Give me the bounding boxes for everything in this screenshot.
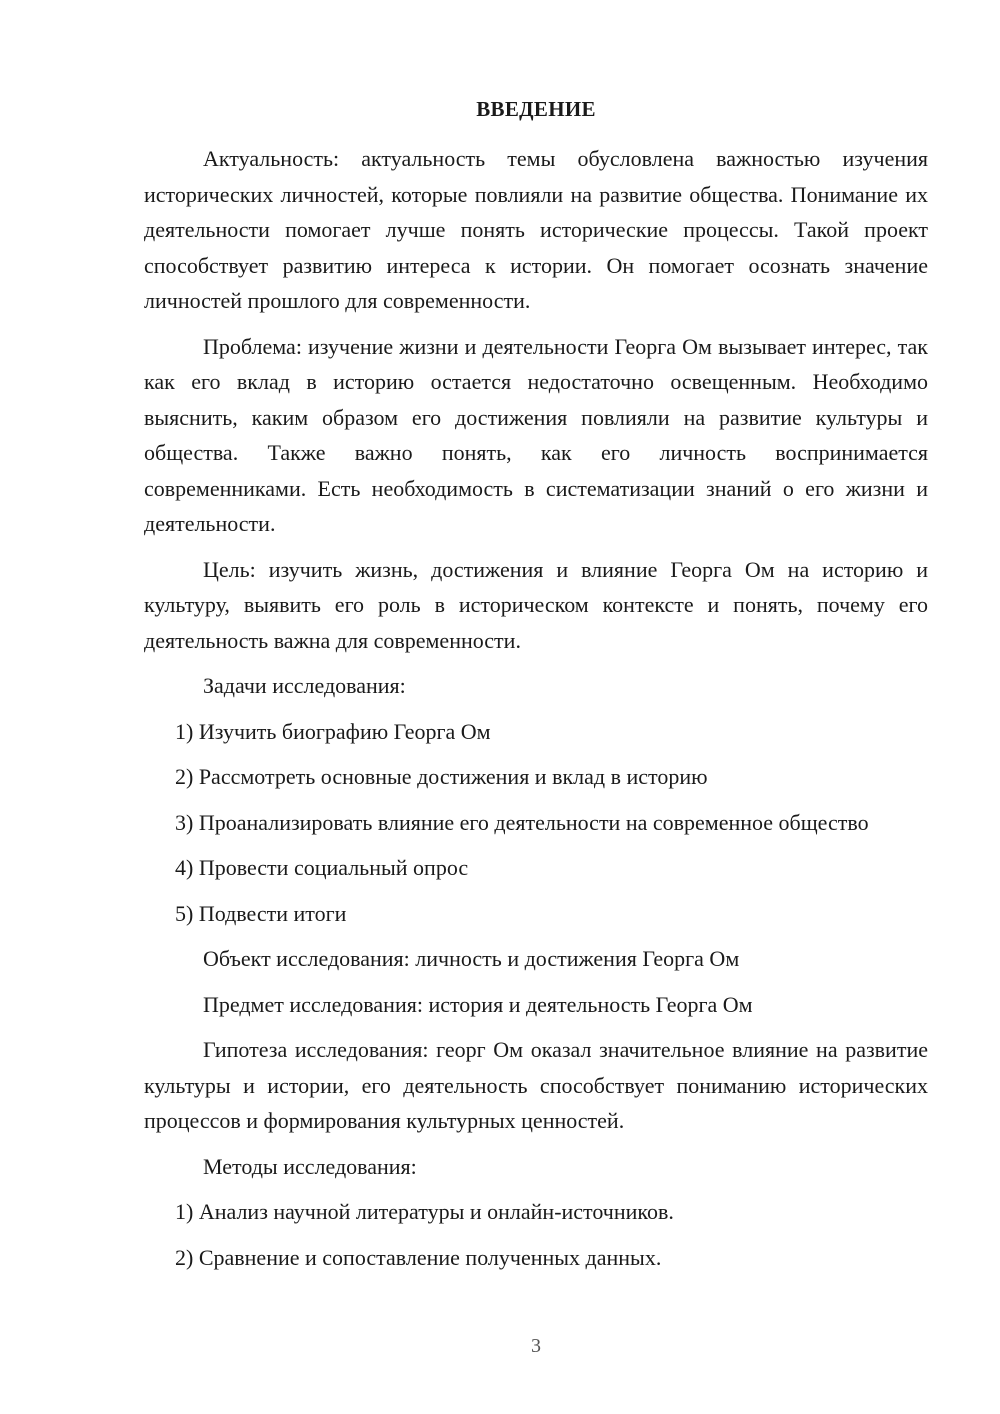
task-item: 2) Рассмотреть основные достижения и вклад в историю: [175, 764, 708, 789]
task-item: 5) Подвести итоги: [175, 900, 347, 926]
page-number: 3: [531, 1335, 541, 1357]
task-item: 3) Проанализировать влияние его деятельности на современное общество: [175, 809, 869, 835]
goal-paragraph: Цель: изучить жизнь, достижения и влияние Георга Ом на историю и культуру, выявить его роль в историческом контексте и понять, почему его деятельность важна для современности.: [144, 556, 928, 653]
task-item: 1) Изучить биографию Георга Ом: [175, 718, 491, 744]
problem-paragraph: Проблема: изучение жизни и деятельности Георга Ом вызывает интерес, так как его вклад в историю остается недостаточно освещенным. Необходимо выяснить, каким образом его достижения повлияли на развитие культуры и общества. Также важно понять, как его личность воспринимается современниками. Есть необходимость в систематизации знаний о его жизни и деятельности.: [144, 333, 928, 536]
subject-paragraph: Предмет исследования: история и деятельность Георга Ом: [203, 991, 753, 1017]
object-paragraph: Объект исследования: личность и достижения Георга Ом: [203, 946, 740, 971]
document-body: [144, 141, 928, 1285]
methods-heading: Методы исследования:: [203, 1153, 417, 1179]
method-item: 1) Анализ научной литературы и онлайн-источников.: [175, 1199, 674, 1224]
relevance-paragraph: Актуальность: актуальность темы обусловлена важностью изучения исторических личностей, которые повлияли на развитие общества. Понимание их деятельности помогает лучше понять исторические процессы. Такой проект способствует развитию интереса к истории. Он помогает осознать значение личностей прошлого для современности.: [144, 146, 928, 313]
method-item: 2) Сравнение и сопоставление полученных данных.: [175, 1244, 662, 1270]
tasks-heading: Задачи исследования:: [203, 673, 406, 698]
section-title: ВВЕДЕНИЕ: [476, 97, 596, 121]
task-item: 4) Провести социальный опрос: [175, 855, 469, 880]
hypothesis-paragraph: Гипотеза исследования: георг Ом оказал значительное влияние на развитие культуры и истории, его деятельность способствует пониманию исторических процессов и формирования культурных ценностей.: [144, 1037, 928, 1133]
